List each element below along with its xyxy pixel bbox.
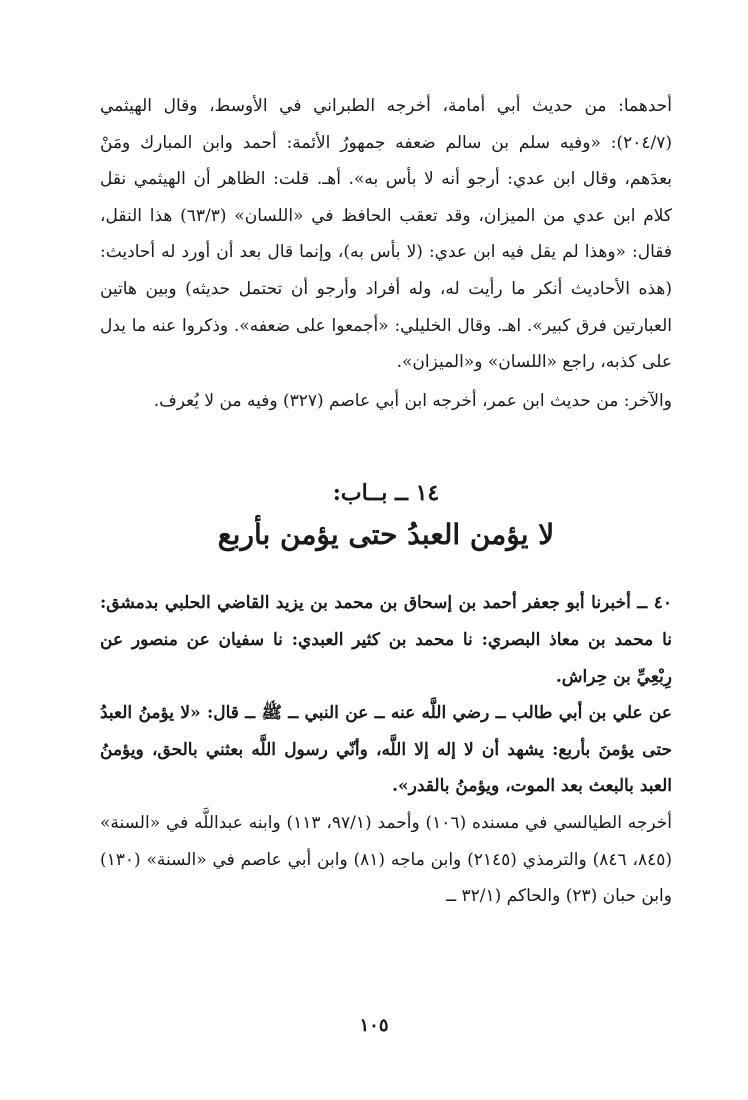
footnote-paragraph-2: والآخر: من حديث ابن عمر، أخرجه ابن أبي عاصم (٣٢٧) وفيه من لا يُعرف.	[153, 390, 672, 411]
page-body	[100, 88, 672, 915]
page-number: ١٠٥	[359, 1015, 389, 1036]
footnote-paragraph-1: أحدهما: من حديث أبي أمامة، أخرجه الطبراني في الأوسط، وقال الهيثمي (٢٠٤/٧): «وفيه سلم بن سالم ضعفه جمهورُ الأئمة: أحمد وابن المبارك ومَنْ بعدَهم، وقال ابن عدي: أرجو أنه لا بأس به». أهـ. قلت: الظاهر أن الهيثمي نقل كلام ابن عدي من الميزان، وقد تعقب الحافظ في «اللسان» (٦٣/٣) هذا النقل، فقال: «وهذا لم يقل فيه ابن عدي: (لا بأس به)، وإنما قال بعد أن أورد له أحاديث: (هذه الأحاديث أنكر ما رأيت له، وله أفراد وأرجو أن تحتمل حديثه) وبين هاتين العبارتين فرق كبير». اهـ. وقال الخليلي: «أجمعوا على ضعفه». وذكروا عنه ما يدل على كذبه، راجع «اللسان» و«الميزان».	[100, 96, 672, 373]
takhrij-paragraph: أخرجه الطيالسي في مسنده (١٠٦) وأحمد (٩٧/١، ١١٣) وابنه عبداللَّه في «السنة» (٨٤٥، ٨٤٦) والترمذي (٢١٤٥) وابن ماجه (٨١) وابن أبي عاصم في «السنة» (١٣٠) وابن حبان (٢٣) والحاكم (٣٢/١ ــ	[100, 812, 673, 907]
hadith-matn: عن علي بن أبي طالب ــ رضي اللَّه عنه ــ عن النبي ــ ﷺ ــ قال: «لا يؤمنُ العبدُ حتى يؤمنَ بأربع: يشهد أن لا إله إلا اللَّه، وأنّي رسول اللَّه بعثني بالحق، ويؤمنُ العبد بالبعث بعد الموت، ويؤمنُ بالقدر».	[100, 703, 672, 797]
hadith-isnad: ٤٠ ــ أخبرنا أبو جعفر أحمد بن إسحاق بن محمد بن يزيد القاضي الحلبي بدمشق: نا محمد بن معاذ البصري: نا محمد بن كثير العبدي: نا سفيان عن منصور عن رِبْعِيِّ بن حِراش.	[100, 593, 672, 687]
chapter-number: ١٤ ــ بــاب:	[332, 480, 440, 507]
chapter-title: لا يؤمن العبدُ حتى يؤمن بأربع	[217, 518, 555, 552]
